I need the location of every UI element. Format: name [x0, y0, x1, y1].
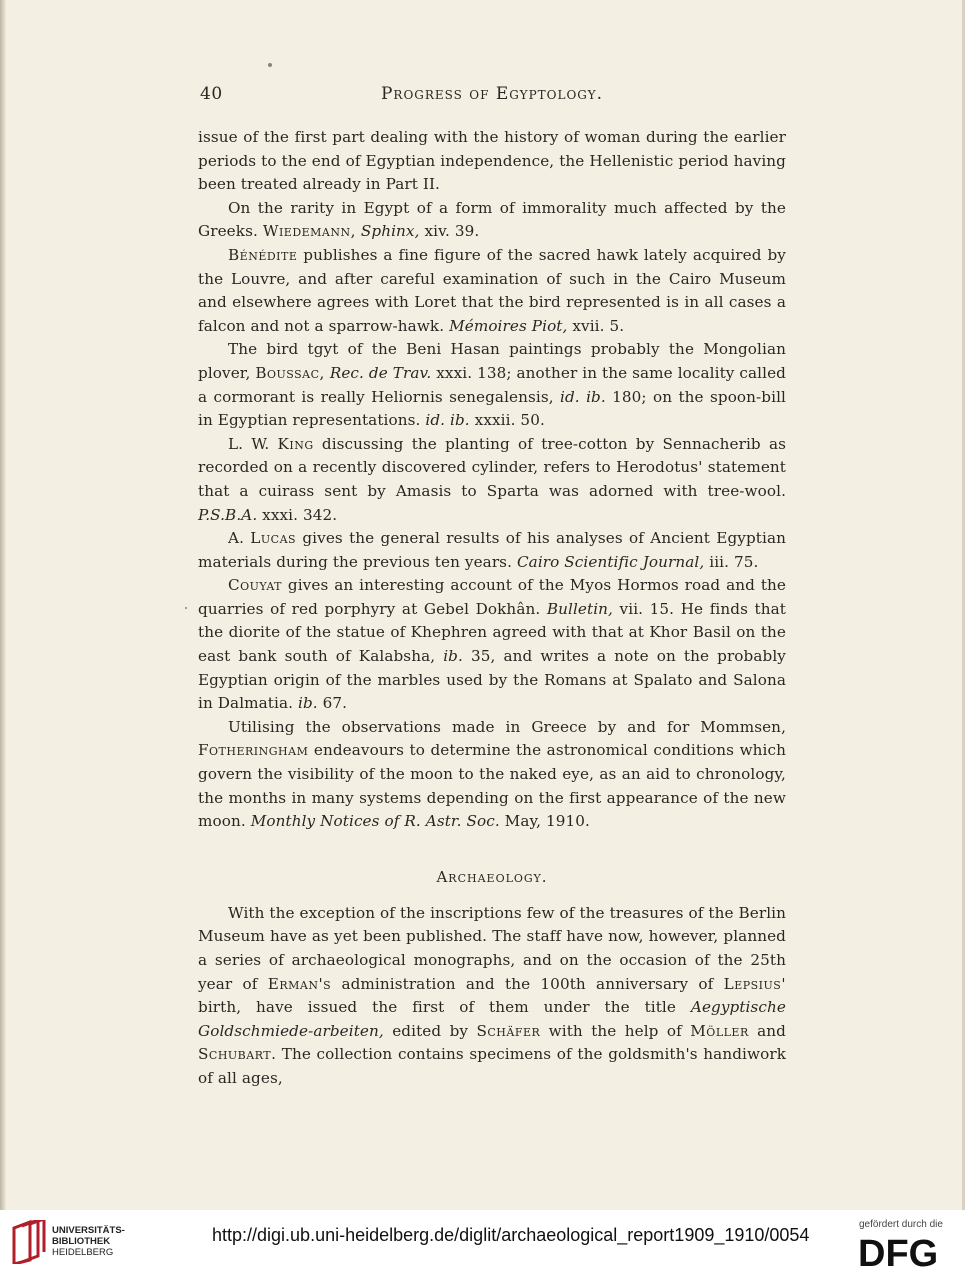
author-name: Erman's [267, 974, 332, 993]
paragraph: The bird tgyt of the Beni Hasan paintings probably the Mongolian plover, Boussac, Rec. de Trav. xxxi. 138; another in the same locality called a cormorant is really Heliornis senegalensis, id. ib. 180; on the spoon-bill in Egyptian representations. id. ib. xxxii. 50. [198, 340, 786, 430]
paragraph: Couyat gives an interesting account of the Myos Hormos road and the quarries of red porphyry at Gebel Dokhân. Bulletin, vii. 15. He finds that the diorite of the statue of Khephren agreed with that at Khor Basil on the east bank south of Kalabsha, ib. 35, and writes a note on the probably Egyptian origin of the marbles used by the Romans at Spalato and Salona in Dalmatia. ib. 67. [198, 576, 786, 713]
library-name: UNIVERSITÄTS- BIBLIOTHEK HEIDELBERG [52, 1225, 125, 1258]
citation: Bulletin, [546, 599, 613, 618]
citation: id. ib. [560, 387, 606, 406]
author-name: King [277, 434, 314, 453]
citation: Cairo Scientific Journal, [516, 552, 705, 571]
citation: ib. [443, 647, 463, 666]
author-name: Lepsius' [723, 974, 786, 993]
dust-speck [268, 63, 272, 67]
author-name: Boussac, [255, 363, 325, 382]
paragraph: A. Lucas gives the general results of his analyses of Ancient Egyptian materials during the previous ten years. Cairo Scientific Journal, iii. 75. [198, 529, 786, 571]
paragraph: Utilising the observations made in Greece by and for Mommsen, Fotheringham endeavours to determine the astronomical conditions which govern the visibility of the moon to the naked eye, as an aid to chronology, the months in many systems depending on the first appearance of the new moon. Monthly Notices of R. Astr. Soc. May, 1910. [198, 717, 786, 831]
author-name: Couyat [228, 576, 282, 595]
svg-text:DFG: DFG [858, 1234, 939, 1270]
scan-edge-left [0, 0, 6, 1210]
citation: Rec. de Trav. [329, 363, 432, 382]
citation: Monthly Notices of R. Astr. Soc. [250, 812, 500, 831]
book-page [198, 84, 786, 1091]
permalink-url[interactable]: http://digi.ub.uni-heidelberg.de/diglit/archaeological_report1909_1910/0054 [212, 1225, 810, 1245]
page-body [198, 126, 786, 1091]
university-library-logo-icon [10, 1220, 46, 1264]
section-heading: Archaeology. [436, 867, 548, 886]
author-name: Möller [690, 1021, 749, 1040]
paragraph: L. W. King discussing the planting of tree-cotton by Sennacherib as recorded on a recently discovered cylinder, refers to Herodotus' statement that a cuirass sent by Amasis to Sparta was adorned with tree-wool. P.S.B.A. xxxi. 342. [198, 434, 786, 524]
running-header [198, 84, 786, 110]
citation: ib. [297, 694, 318, 713]
author-name: Bénédite [228, 245, 298, 264]
author-name: Fotheringham [198, 741, 309, 760]
author-name: Schäfer [476, 1021, 541, 1040]
running-title: Progress of Egyptology. [380, 84, 604, 104]
viewer-footer [0, 1210, 965, 1277]
citation: Aegyptische Goldschmiede-arbeiten, [198, 998, 786, 1040]
paragraph: issue of the first part dealing with the history of woman during the earlier periods to the end of Egyptian independence, the Hellenistic period having been treated already in Part II. [198, 128, 786, 194]
citation: P.S.B.A. [198, 505, 258, 524]
citation: Mémoires Piot, [449, 316, 568, 335]
author-name: Schubart [198, 1045, 272, 1064]
paragraph: On the rarity in Egypt of a form of immorality much affected by the Greeks. Wiedemann, Sphinx, xiv. 39. [198, 198, 786, 241]
funder-label: gefördert durch die [859, 1219, 943, 1230]
dfg-logo-icon [858, 1234, 952, 1270]
page-number: 40 [200, 84, 223, 104]
author-name: Lucas [250, 529, 297, 548]
dust-speck [185, 607, 187, 609]
paragraph: Bénédite publishes a fine figure of the sacred hawk lately acquired by the Louvre, and after careful examination of such in the Cairo Museum and elsewhere agrees with Loret that the bird represented is in all cases a falcon and not a sparrow-hawk. Mémoires Piot, xvii. 5. [198, 245, 786, 335]
citation: id. ib. [425, 411, 470, 430]
author-name: Wiedemann, [262, 222, 356, 241]
paragraph: With the exception of the inscriptions few of the treasures of the Berlin Museum have as yet been published. The staff have now, however, planned a series of archaeological monographs, and on the occasion of the 25th year of Erman's administration and the 100th anniversary of Lepsius' birth, have issued the first of them under the title Aegyptische Goldschmiede-arbeiten, edited by Schäfer with the help of Möller and Schubart. The collection contains specimens of the goldsmith's handiwork of all ages, [198, 903, 786, 1087]
citation: Sphinx, [360, 222, 420, 241]
